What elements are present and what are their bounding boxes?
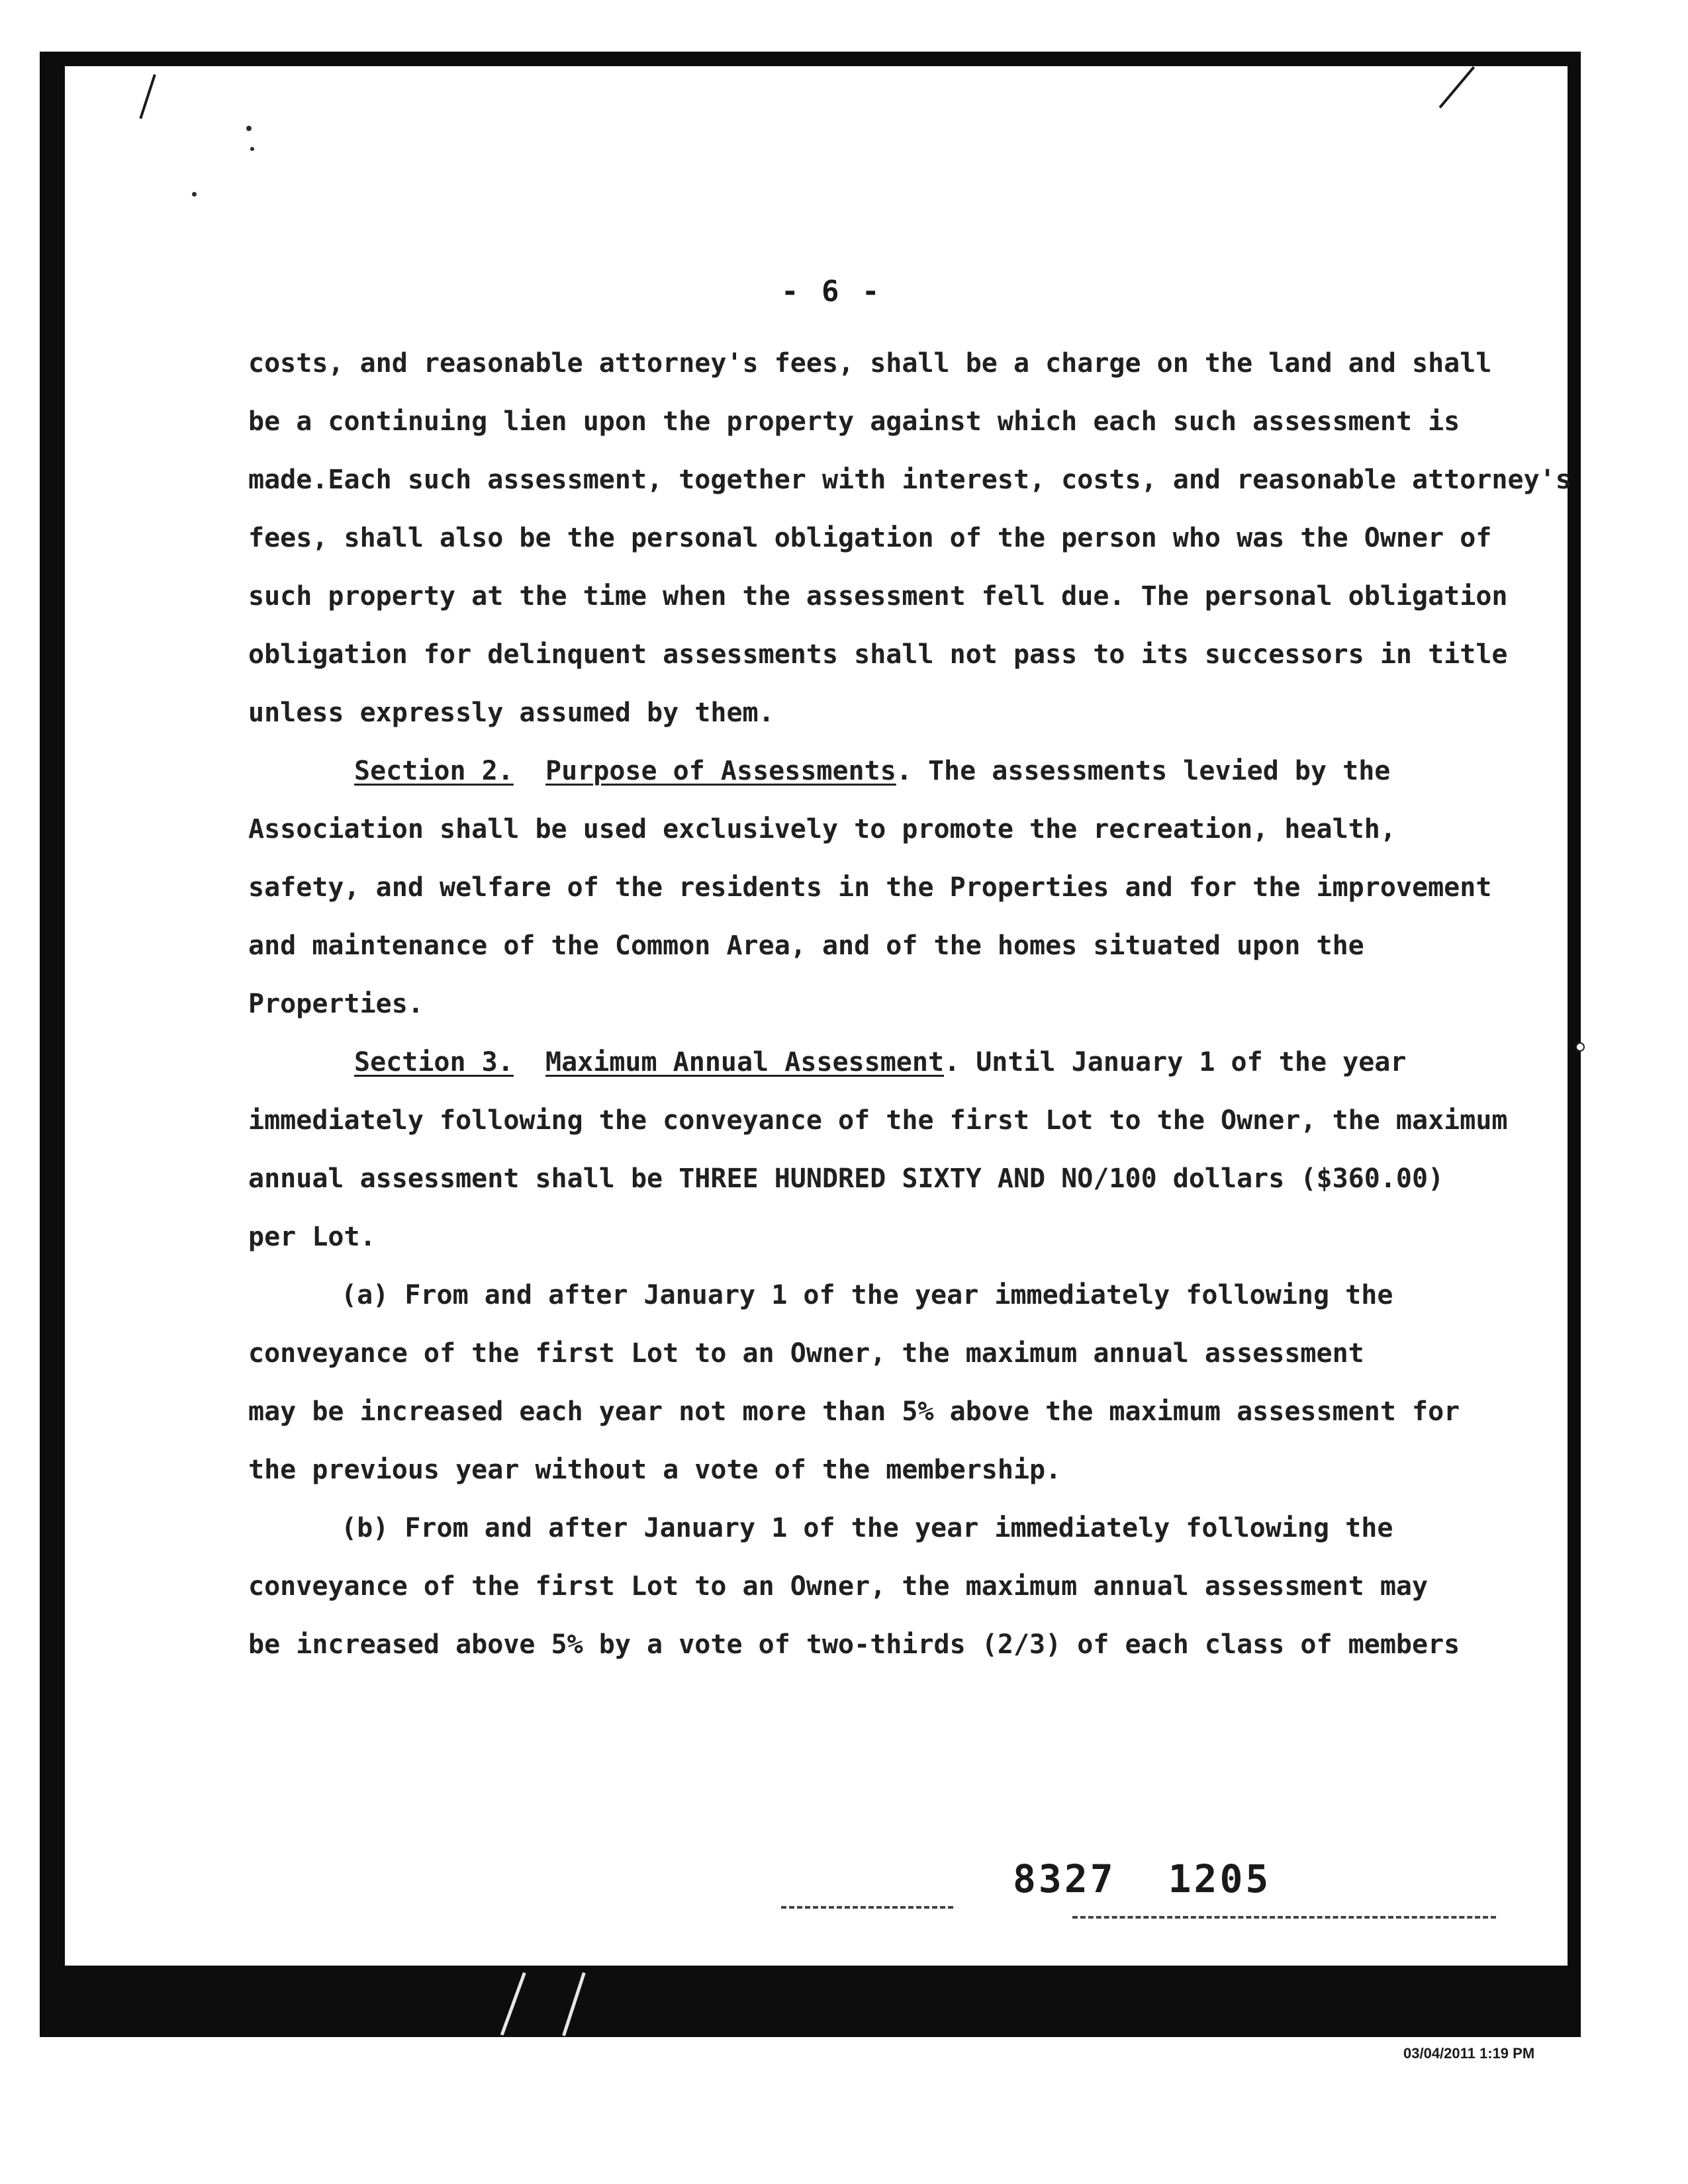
body-line: annual assessment shall be THREE HUNDRED SIXTY AND NO/100 dollars ($360.00) xyxy=(248,1163,1444,1194)
body-line: such property at the time when the assessment fell due. The personal obligation xyxy=(248,581,1508,612)
section-title: Purpose of Assessments xyxy=(545,756,896,786)
dashed-rule xyxy=(1072,1916,1496,1919)
section-title: Maximum Annual Assessment xyxy=(545,1047,945,1077)
section-3-heading xyxy=(248,1033,1506,1091)
body-line: and maintenance of the Common Area, and of the homes situated upon the xyxy=(248,931,1364,961)
body-line: be a continuing lien upon the property against which each such assessment is xyxy=(248,406,1460,437)
body-line: the previous year without a vote of the membership. xyxy=(248,1455,1062,1485)
body-line: conveyance of the first Lot to an Owner, the maximum annual assessment xyxy=(248,1338,1364,1369)
page-number: - 6 - xyxy=(781,275,882,308)
dashed-rule xyxy=(781,1906,953,1909)
body-line: immediately following the conveyance of the first Lot to the Owner, the maximum xyxy=(248,1105,1508,1136)
scan-speck xyxy=(250,147,254,151)
section-text: . Until January 1 of the year xyxy=(944,1047,1407,1077)
body-line: unless expressly assumed by them. xyxy=(248,698,774,728)
page-reference: 1205 xyxy=(1168,1856,1272,1901)
body-line: safety, and welfare of the residents in the Properties and for the improvement xyxy=(248,872,1492,903)
fax-timestamp: 03/04/2011 1:19 PM xyxy=(1403,2045,1535,2062)
body-line: obligation for delinquent assessments shall not pass to its successors in title xyxy=(248,639,1508,670)
subsection-a-line: (a) From and after January 1 of the year immediately following the xyxy=(341,1280,1393,1310)
body-line: made.Each such assessment, together with interest, costs, and reasonable attorney's xyxy=(248,465,1571,495)
scan-speck xyxy=(192,192,197,197)
section-label: Section 3. xyxy=(354,1047,514,1077)
recording-book-page xyxy=(1013,1856,1271,1901)
section-2-heading xyxy=(248,742,1506,800)
body-line: fees, shall also be the personal obligation of the person who was the Owner of xyxy=(248,523,1492,553)
body-line: Association shall be used exclusively to promote the recreation, health, xyxy=(248,814,1396,844)
section-text: . The assessments levied by the xyxy=(896,756,1391,786)
scan-bottom-band xyxy=(40,1954,1581,2037)
subsection-b-line: (b) From and after January 1 of the year immediately following the xyxy=(341,1513,1393,1543)
scan-speck xyxy=(1575,1042,1585,1052)
section-label: Section 2. xyxy=(354,756,514,786)
body-line: conveyance of the first Lot to an Owner, the maximum annual assessment may xyxy=(248,1571,1429,1602)
book-number: 8327 xyxy=(1013,1856,1116,1901)
body-line: costs, and reasonable attorney's fees, shall be a charge on the land and shall xyxy=(248,348,1492,379)
body-line: per Lot. xyxy=(248,1222,376,1252)
body-line: may be increased each year not more than 5% above the maximum assessment for xyxy=(248,1396,1460,1427)
body-line: be increased above 5% by a vote of two-thirds (2/3) of each class of members xyxy=(248,1629,1460,1660)
body-line: Properties. xyxy=(248,989,424,1019)
document-body xyxy=(248,334,1571,1674)
scan-speck xyxy=(246,126,252,131)
